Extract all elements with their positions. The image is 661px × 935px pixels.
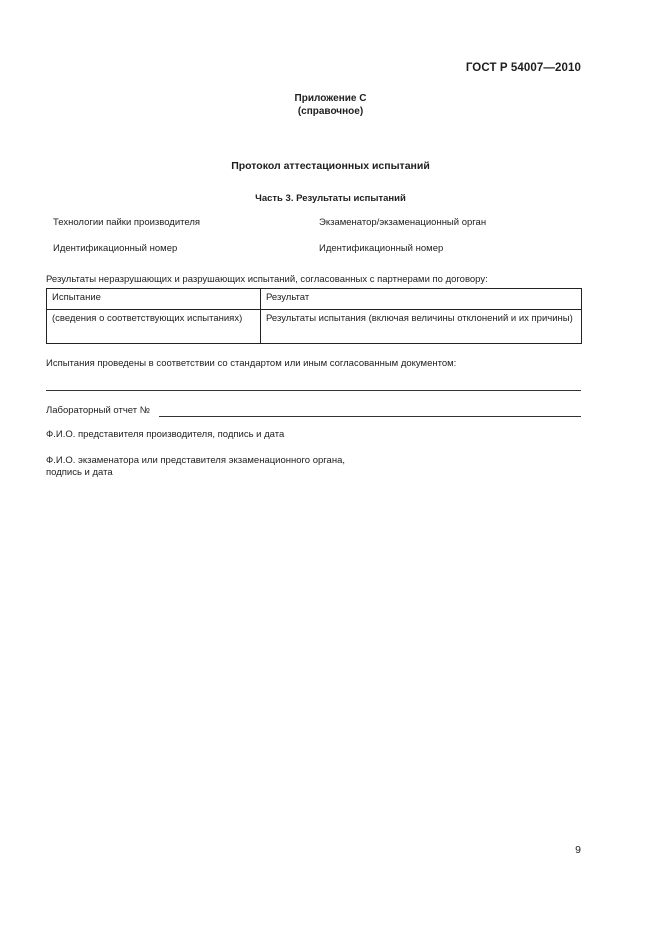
standard-fill-line (46, 390, 581, 391)
appendix-subtitle: (справочное) (297, 106, 364, 117)
table-cell-result-info: Результаты испытания (включая величины отклонений и их причины) (261, 310, 582, 344)
protocol-title: Протокол аттестационных испытаний (231, 160, 430, 172)
page-number: 9 (575, 844, 581, 856)
manufacturer-rep-label: Ф.И.О. представителя производителя, подпись и дата (46, 429, 285, 440)
examiner-rep-line2: подпись и дата (46, 467, 113, 478)
standard-note: Испытания проведены в соответствии со стандартом или иным согласованным документом: (46, 358, 457, 369)
lab-report-fill-line (159, 416, 581, 417)
results-table (46, 288, 582, 344)
examiner-rep-line1: Ф.И.О. экзаменатора или представителя экзаменационного органа, (46, 455, 345, 466)
lab-report-label: Лабораторный отчет № (46, 405, 150, 416)
table-header-result: Результат (261, 289, 582, 310)
table-cell-test-info: (сведения о соответствующих испытаниях) (47, 310, 261, 344)
appendix-heading (0, 92, 661, 118)
examiner-rep-label (46, 455, 345, 479)
manufacturer-soldering-label: Технологии пайки производителя (53, 217, 201, 228)
appendix-title: Приложение С (294, 93, 367, 104)
results-intro: Результаты неразрушающих и разрушающих испытаний, согласованных с партнерами по договору: (46, 274, 488, 285)
standard-code: ГОСТ Р 54007—2010 (465, 62, 581, 74)
examiner-body-label: Экзаменатор/экзаменационный орган (319, 217, 487, 228)
part-title: Часть 3. Результаты испытаний (255, 193, 406, 204)
table-header-row (47, 289, 582, 310)
id-number-left-label: Идентификационный номер (53, 243, 178, 254)
table-header-test: Испытание (47, 289, 261, 310)
id-number-right-label: Идентификационный номер (319, 243, 444, 254)
table-row (47, 310, 582, 344)
